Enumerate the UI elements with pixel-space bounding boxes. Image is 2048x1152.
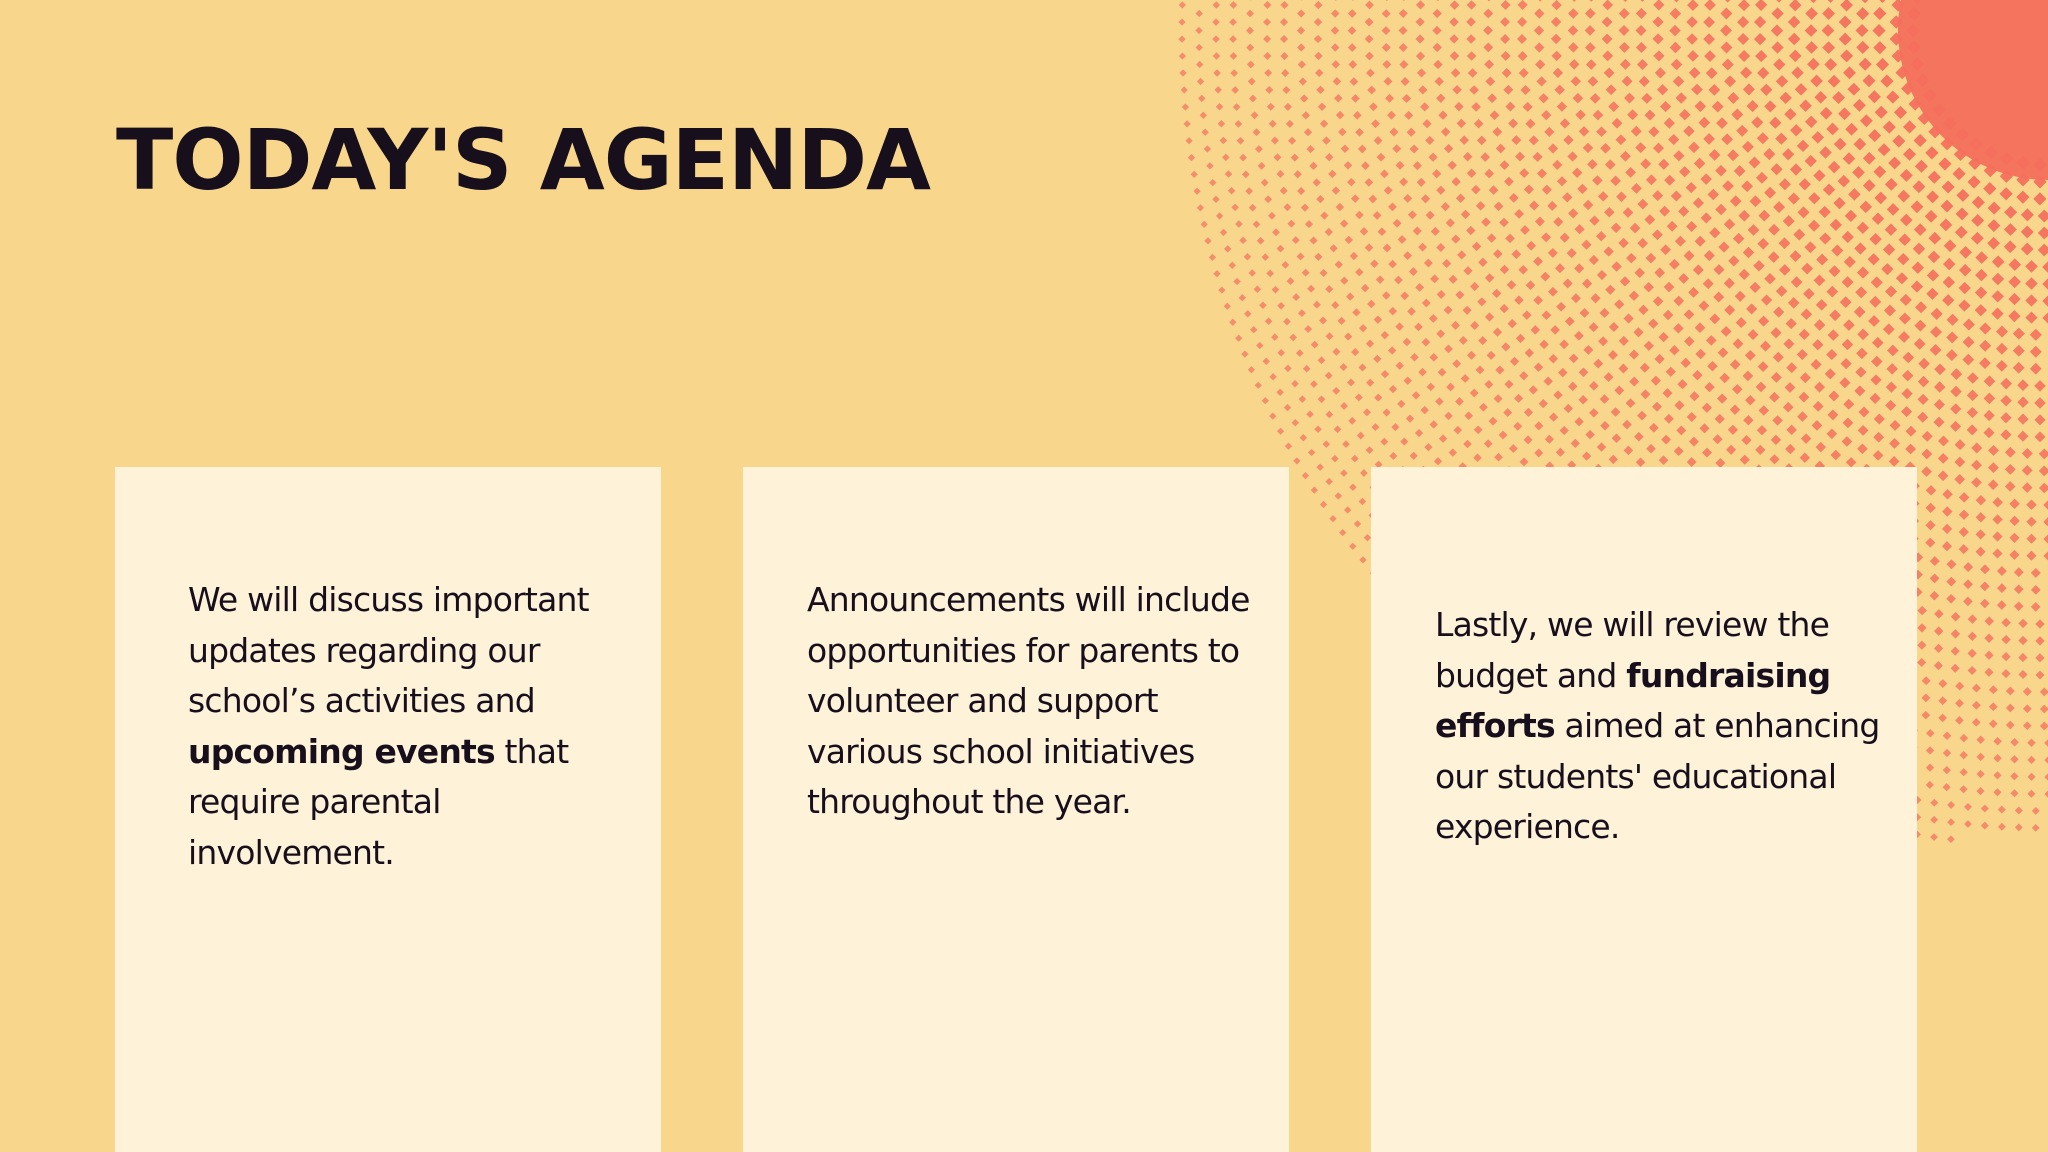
agenda-card-3-highlight: fundraising efforts: [1435, 655, 1831, 745]
agenda-card-3: [1371, 467, 1917, 1152]
agenda-card-1-part-3: that require parental involvement.: [188, 731, 569, 872]
agenda-card-2-text: [807, 575, 1257, 828]
agenda-card-1-part-1: We will discuss important updates regarding our school’s activities and: [188, 580, 589, 720]
agenda-card-1: [115, 467, 661, 1152]
agenda-card-3-part-3: aimed at enhancing our students' educational experience.: [1435, 706, 1880, 846]
agenda-card-2-part-1: Announcements will include opportunities for parents to volunteer and support various school initiatives throughout the year.: [807, 580, 1250, 821]
agenda-card-1-highlight: upcoming events: [188, 731, 495, 771]
agenda-card-1-text: [188, 575, 628, 878]
agenda-card-3-part-1: Lastly, we will review the budget and: [1435, 605, 1830, 695]
agenda-card-3-text: [1435, 600, 1885, 853]
slide-title: TODAY'S AGENDA: [116, 111, 931, 209]
agenda-card-2: [743, 467, 1289, 1152]
